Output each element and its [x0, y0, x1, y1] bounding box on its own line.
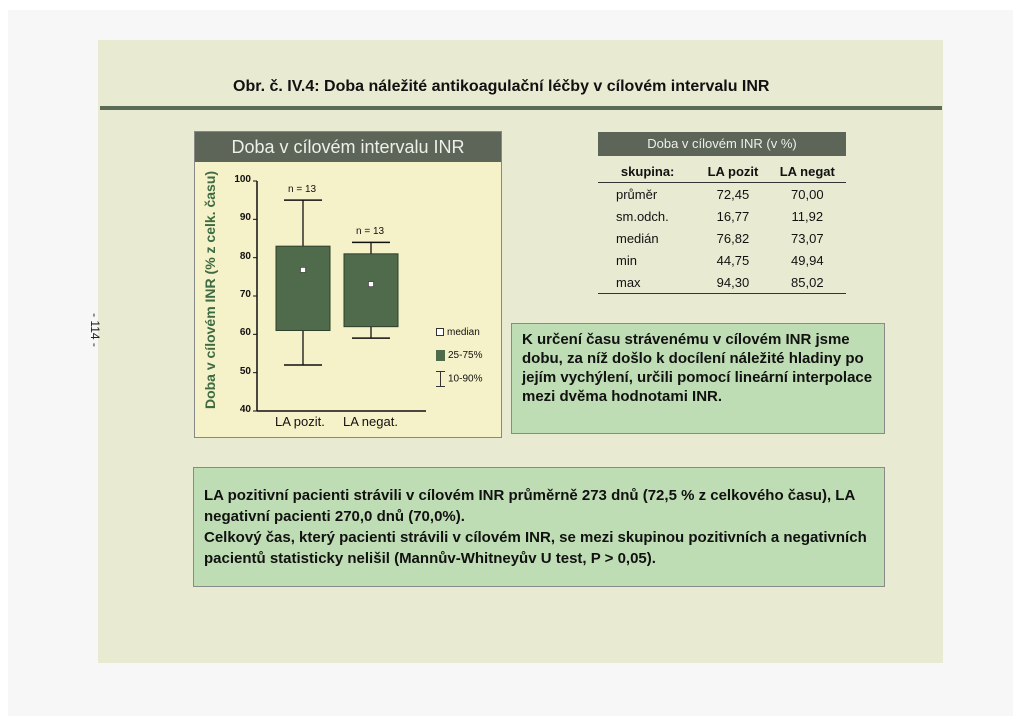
y-tick-label: 100 — [234, 174, 251, 185]
table-cell: 49,94 — [791, 252, 824, 268]
y-axis-label — [197, 160, 223, 420]
y-tick-label: 80 — [239, 250, 251, 262]
conclusion-line: Celkový čas, který pacienti strávili v cílovém INR, se mezi skupinou pozitivních a negativních pacientů statisticky nelišil (Mannův-Whitneyův U test, P > 0,05). — [204, 529, 867, 567]
table-header-row — [598, 160, 846, 183]
table-cell: sm.odch. — [616, 208, 669, 224]
table-cell: 76,82 — [716, 230, 750, 246]
legend-median-label: median — [447, 327, 480, 338]
figure-title: Obr. č. IV.4: Doba náležité antikoagulační léčby v cílovém intervalu INR — [233, 78, 770, 95]
legend-box — [436, 350, 482, 361]
y-axis-label-text: Doba v cílovém INR (% z celk. času) — [202, 170, 218, 410]
y-tick-label: 50 — [239, 365, 251, 377]
table-row — [598, 249, 846, 271]
stats-table — [598, 132, 846, 314]
column-header: LA pozit — [697, 160, 768, 183]
table-cell: min — [616, 252, 637, 268]
table-row — [598, 205, 846, 227]
stats-table-grid — [598, 160, 846, 294]
legend-whisker-label: 10-90% — [448, 373, 483, 385]
whisker-icon — [436, 371, 445, 387]
y-tick-label: 40 — [239, 404, 251, 415]
title-divider — [100, 106, 942, 110]
chart-header: Doba v cílovém intervalu INR — [195, 132, 501, 162]
stats-table-header: Doba v cílovém INR (v %) — [598, 132, 846, 156]
table-row — [598, 183, 846, 206]
method-note: K určení času strávenému v cílovém INR jsme dobu, za níž došlo k docílení náležité hladiny po jejím vychýlení, určili pomocí lineární interpolace mezi dvěma hodnotami INR. — [511, 323, 885, 434]
y-tick-label: 90 — [239, 212, 251, 224]
table-row — [598, 227, 846, 249]
x-tick-label: LA pozit. — [275, 414, 325, 429]
page-number — [82, 300, 108, 360]
table-cell: max — [598, 271, 697, 294]
y-tick-label: 70 — [239, 289, 251, 300]
column-header: skupina: — [598, 160, 697, 183]
x-tick-label: LA negat. — [343, 414, 398, 429]
legend-whisker — [436, 371, 482, 387]
n-label: n = 13 — [356, 226, 385, 238]
table-cell: 16,77 — [716, 208, 750, 224]
table-cell: 70,00 — [791, 186, 824, 202]
table-cell: 72,45 — [716, 186, 750, 202]
y-tick-label: 60 — [239, 327, 251, 339]
table-cell: 85,02 — [769, 271, 846, 294]
table-cell: medián — [616, 230, 659, 246]
column-header: LA negat — [769, 160, 846, 183]
n-label: n = 13 — [288, 184, 317, 196]
legend-box-label: 25-75% — [448, 350, 483, 362]
table-cell: 11,92 — [791, 208, 824, 224]
table-cell: průměr — [616, 186, 658, 202]
table-cell: 44,75 — [716, 252, 750, 268]
stats-table-body — [598, 183, 846, 294]
table-row — [598, 271, 846, 294]
conclusion-panel — [193, 467, 885, 587]
page-number-text: - 114 - — [88, 313, 102, 347]
table-cell: 73,07 — [791, 230, 824, 246]
median-marker-icon — [436, 328, 444, 336]
conclusion-line: LA pozitivní pacienti strávili v cílovém INR průměrně 273 dnů (72,5 % z celkového času), LA negativní pacienti 270,0 dnů (70,0%). — [204, 487, 855, 525]
box-swatch-icon — [436, 350, 445, 361]
legend-median — [436, 327, 480, 338]
table-cell: 94,30 — [697, 271, 768, 294]
